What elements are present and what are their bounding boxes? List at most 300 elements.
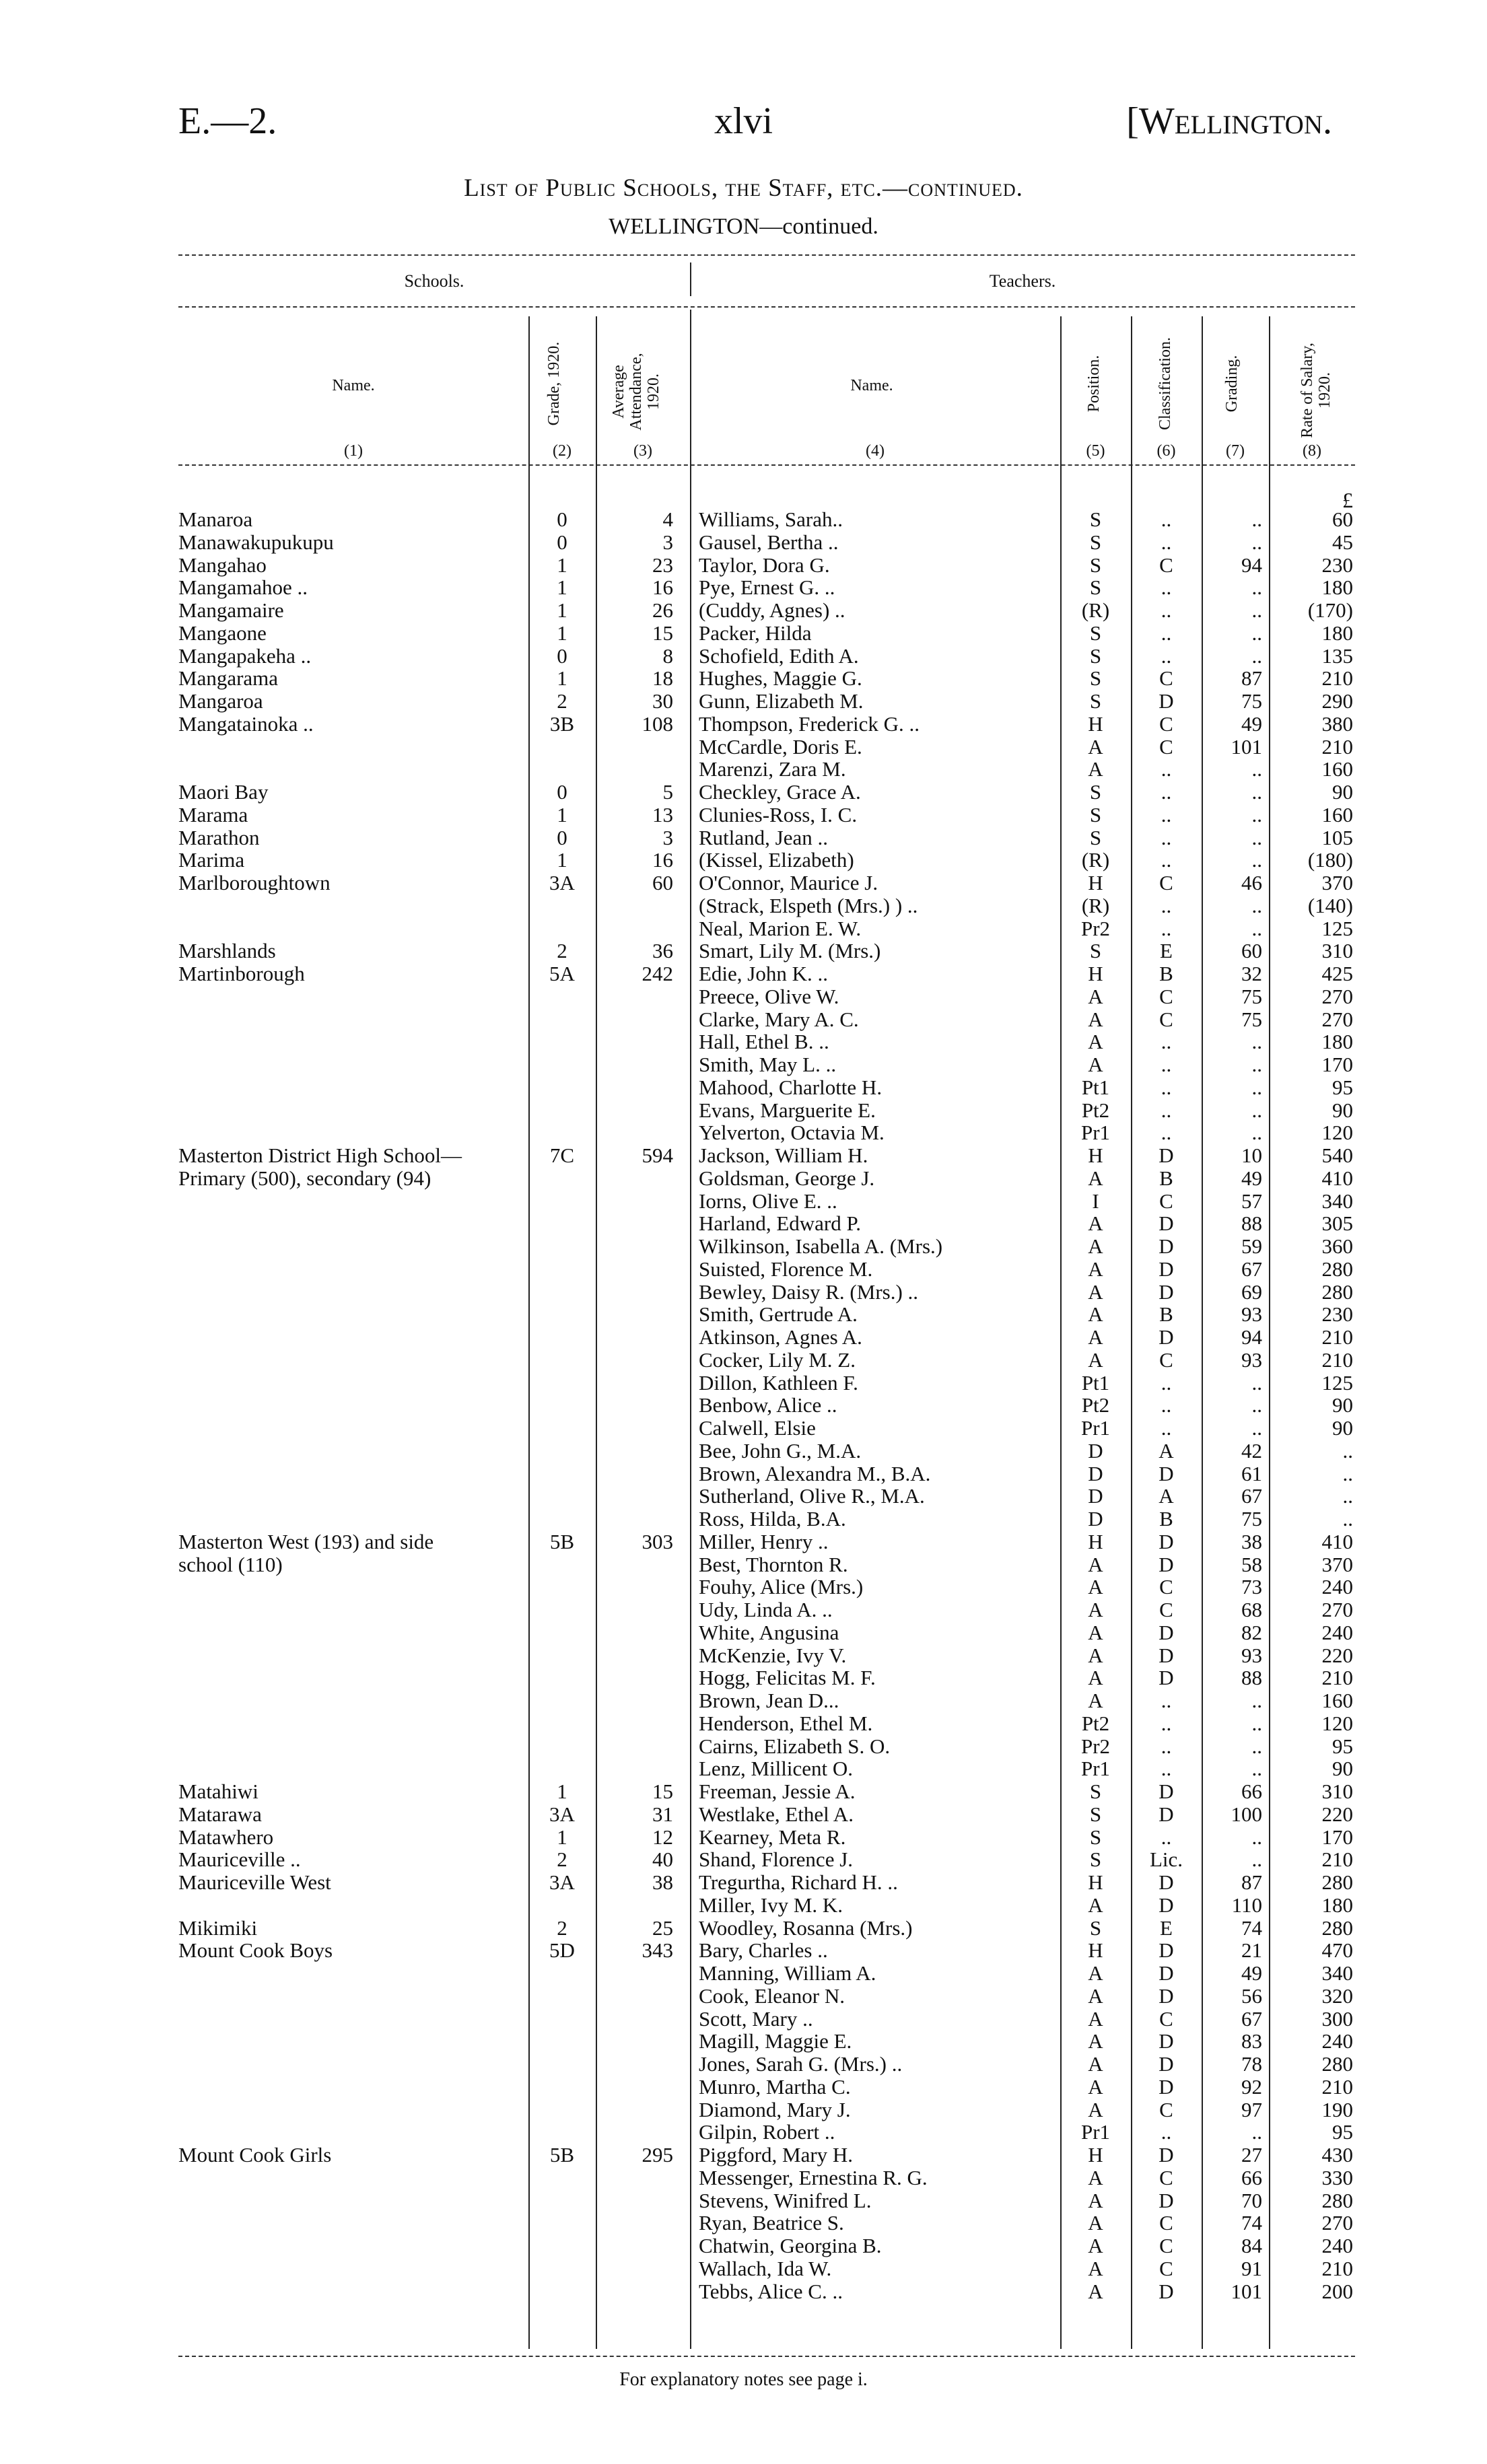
position-value: A [1088,1234,1103,1258]
teacher-name: Brown, Jean D... [699,1689,839,1712]
classification-value: .. [1161,757,1172,781]
table-row [0,917,1487,940]
table-row [0,2053,1487,2076]
grading-value: 69 [1241,1279,1262,1304]
salary-value: 180 [1321,1893,1353,1917]
teacher-name: Ryan, Beatrice S. [699,2211,844,2235]
classification-value: .. [1161,1121,1172,1145]
table-title: List of Public Schools, the Staff, etc.—continued. [464,174,1023,202]
grading-value: .. [1251,780,1262,804]
position-value: A [1088,1893,1103,1917]
teacher-name: Fouhy, Alice (Mrs.) [699,1575,864,1599]
table-row [0,1349,1487,1372]
teacher-name: Magill, Maggie E. [699,2029,852,2053]
classification-value: .. [1161,1098,1172,1122]
grading-value: 56 [1241,1983,1262,2008]
grade-value: 2 [557,1847,567,1872]
table-row [0,1757,1487,1780]
salary-value: 410 [1321,1529,1353,1553]
position-value: H [1088,871,1103,894]
teacher-name: Bewley, Daisy R. (Mrs.) .. [699,1279,919,1304]
teacher-name: Scott, Mary .. [699,2006,813,2031]
teacher-name: Mahood, Charlotte H. [699,1075,883,1099]
grading-value: .. [1251,1370,1262,1395]
classification-value: A [1159,1438,1174,1463]
table-row [0,1281,1487,1304]
school-name: Mangapakeha .. [178,643,312,668]
col-number: (5) [1086,442,1105,460]
table-row [0,508,1487,531]
salary-value: .. [1342,1438,1353,1463]
salary-value: 210 [1321,2256,1353,2280]
attendance-value: 303 [642,1529,673,1553]
col-number: (1) [344,442,363,460]
table-row [0,1530,1487,1553]
salary-value: 410 [1321,1166,1353,1190]
school-name: Marama [178,802,248,826]
grading-value: 82 [1241,1620,1262,1644]
table-row [0,1621,1487,1644]
grading-value: 92 [1241,2074,1262,2099]
teacher-name: Cairns, Elizabeth S. O. [699,1734,891,1758]
teacher-name: Jackson, William H. [699,1143,868,1167]
grading-value: .. [1251,825,1262,849]
position-value: A [1088,1643,1103,1667]
classification-value: .. [1161,1711,1172,1735]
position-value: Pr1 [1080,1757,1111,1781]
grade-value: 5B [549,1529,575,1553]
table-row [0,531,1487,554]
table-row [0,985,1487,1008]
column-divider [1202,316,1203,2349]
classification-value: C [1159,2211,1173,2235]
classification-value: B [1159,1166,1173,1190]
grade-value: 1 [557,553,567,577]
teacher-name: McCardle, Doris E. [699,734,862,759]
table-row [0,2099,1487,2121]
table-row [0,1144,1487,1167]
salary-value: 90 [1332,1757,1353,1781]
school-name: Mount Cook Boys [178,1938,333,1963]
classification-value: D [1159,1780,1174,1803]
position-value: A [1088,1620,1103,1644]
attendance-value: 3 [662,530,673,554]
teacher-name: Smith, Gertrude A. [699,1302,858,1327]
salary-value: 210 [1321,2074,1353,2099]
grading-value: 58 [1241,1552,1262,1576]
salary-value: 45 [1332,530,1353,554]
grade-value: 5B [549,2143,575,2167]
teacher-name: Sutherland, Olive R., M.A. [699,1484,925,1508]
position-value: A [1088,1166,1103,1190]
classification-value: C [1159,1347,1173,1372]
position-value: A [1088,2074,1103,2099]
grading-value: 61 [1241,1461,1262,1485]
position-value: A [1088,2165,1103,2189]
classification-value: D [1159,1961,1174,1985]
school-name: Primary (500), secondary (94) [178,1166,431,1190]
classification-value: B [1159,962,1173,985]
school-name: Mangahao [178,553,267,577]
school-name: Manaroa [178,507,253,531]
grade-value: 0 [557,780,567,804]
classification-value: D [1159,1234,1174,1258]
salary-value: .. [1342,1507,1353,1530]
footnote: For explanatory notes see page i. [619,2369,868,2390]
position-value: H [1088,711,1103,736]
salary-value: 210 [1321,1666,1353,1690]
teacher-name: Calwell, Elsie [699,1416,816,1440]
attendance-value: 36 [652,939,673,963]
grade-value: 1 [557,848,567,872]
teacher-name: Taylor, Dora G. [699,553,830,577]
table-row [0,736,1487,759]
teacher-name: (Cuddy, Agnes) .. [699,598,845,622]
school-name: Mangatainoka .. [178,711,314,736]
teacher-name: Smart, Lily M. (Mrs.) [699,939,881,963]
table-row [0,576,1487,599]
col-number: (8) [1303,442,1321,460]
position-value: D [1088,1438,1103,1463]
position-value: Pr1 [1080,1416,1111,1440]
teacher-name: Stevens, Winifred L. [699,2188,872,2212]
teacher-name: Hall, Ethel B. .. [699,1030,829,1054]
table-row [0,1803,1487,1826]
teacher-name: Hughes, Maggie G. [699,666,862,691]
grading-value: 67 [1241,1484,1262,1508]
grade-value: 1 [557,621,567,645]
teacher-name: Suisted, Florence M. [699,1257,873,1281]
salary-value: 220 [1321,1643,1353,1667]
school-name: Manawakupukupu [178,530,334,554]
table-row [0,1894,1487,1917]
salary-value: 290 [1321,689,1353,713]
classification-value: C [1159,2165,1173,2189]
grading-value: 83 [1241,2029,1262,2053]
salary-value: 160 [1321,802,1353,826]
school-name: Matarawa [178,1802,262,1826]
table-row [0,1076,1487,1099]
table-row [0,1985,1487,2008]
classification-value: .. [1161,1825,1172,1849]
table-row [0,1417,1487,1440]
position-value: A [1088,734,1103,759]
teacher-name: Williams, Sarah.. [699,507,843,531]
grading-value: 42 [1241,1438,1262,1463]
grading-value: 100 [1231,1802,1262,1826]
table-row [0,758,1487,781]
table-row [0,2234,1487,2257]
position-value: S [1089,1847,1102,1872]
school-name: Mauriceville .. [178,1847,301,1872]
table-row [0,2076,1487,2099]
position-value: A [1088,1030,1103,1054]
table-row [0,622,1487,645]
classification-value: .. [1161,848,1172,872]
classification-value: D [1159,1529,1174,1553]
teacher-name: Yelverton, Octavia M. [699,1121,885,1145]
table-row [0,1712,1487,1735]
position-value: A [1088,1211,1103,1236]
teacher-name: Westlake, Ethel A. [699,1802,854,1826]
col-school-name: Name. [332,377,375,394]
grading-value: .. [1251,1847,1262,1872]
position-value: A [1088,757,1103,781]
position-value: A [1088,2006,1103,2031]
table-row [0,1848,1487,1871]
classification-value: D [1159,1257,1174,1281]
classification-value: D [1159,1279,1174,1304]
position-value: S [1089,689,1102,713]
school-name: Mangaone [178,621,267,645]
salary-value: .. [1342,1461,1353,1485]
attendance-value: 343 [642,1938,673,1963]
grading-value: .. [1251,848,1262,872]
salary-value: 60 [1332,507,1353,531]
column-divider [528,316,530,2349]
position-value: Pt1 [1081,1370,1110,1395]
grading-value: 67 [1241,1257,1262,1281]
school-name: Masterton West (193) and side [178,1529,434,1553]
table-row [0,1485,1487,1508]
salary-value: 270 [1321,984,1353,1008]
grading-value: .. [1251,757,1262,781]
attendance-value: 40 [652,1847,673,1872]
salary-value: 540 [1321,1143,1353,1167]
classification-value: D [1159,2029,1174,2053]
attendance-value: 15 [652,1780,673,1803]
grading-value: 66 [1241,2165,1262,2189]
classification-value: .. [1161,1075,1172,1099]
salary-value: 90 [1332,780,1353,804]
classification-value: B [1159,1302,1173,1327]
table-row [0,1871,1487,1894]
teacher-name: Smith, May L. .. [699,1053,837,1076]
classification-value: D [1159,1325,1174,1349]
position-value: S [1089,530,1102,554]
grading-value: 74 [1241,2211,1262,2235]
table-row [0,804,1487,826]
teacher-name: Cocker, Lily M. Z. [699,1347,856,1372]
teacher-name: Diamond, Mary J. [699,2097,851,2121]
table-row [0,1689,1487,1712]
attendance-value: 3 [662,825,673,849]
grade-value: 3A [549,871,575,894]
classification-value: D [1159,1983,1174,2008]
position-value: Pr1 [1080,2120,1111,2144]
col-number: (6) [1156,442,1176,460]
position-value: (R) [1081,893,1110,917]
grade-value: 0 [557,507,567,531]
position-value: A [1088,1302,1103,1327]
classification-value: D [1159,1143,1174,1167]
position-value: A [1088,2234,1103,2257]
grading-value: 49 [1241,711,1262,736]
salary-value: .. [1342,1484,1353,1508]
grading-value: 75 [1241,984,1262,1008]
classification-value: .. [1161,530,1172,554]
table-row [0,2008,1487,2031]
teacher-name: Preece, Olive W. [699,984,839,1008]
col-number: (4) [866,442,885,460]
grading-value: 59 [1241,1234,1262,1258]
table-row [0,1372,1487,1395]
table-row [0,690,1487,713]
teacher-name: Gunn, Elizabeth M. [699,689,864,713]
attendance-value: 30 [652,689,673,713]
salary-value: 95 [1332,1734,1353,1758]
grade-value: 1 [557,802,567,826]
table-row [0,2167,1487,2189]
col-attendance: Average Attendance, 1920. [610,353,662,431]
salary-value: 425 [1321,962,1353,985]
classification-value: .. [1161,1370,1172,1395]
school-name: Mangamahoe .. [178,575,308,600]
classification-value: D [1159,2279,1174,2303]
salary-value: 280 [1321,1279,1353,1304]
classification-value: .. [1161,1734,1172,1758]
table-row [0,781,1487,804]
grading-value: 97 [1241,2097,1262,2121]
table-row [0,962,1487,985]
position-value: D [1088,1507,1103,1530]
teacher-name: Neal, Marion E. W. [699,916,862,940]
attendance-value: 15 [652,621,673,645]
school-name: Mount Cook Girls [178,2143,332,2167]
grade-value: 0 [557,643,567,668]
teacher-name: Jones, Sarah G. (Mrs.) .. [699,2052,903,2076]
classification-value: .. [1161,621,1172,645]
attendance-value: 18 [652,666,673,691]
grade-value: 3B [549,711,575,736]
salary-value: 120 [1321,1711,1353,1735]
salary-value: 270 [1321,1598,1353,1621]
col-teacher-name: Name. [850,377,893,394]
teacher-name: Hogg, Felicitas M. F. [699,1666,876,1690]
classification-value: A [1159,1484,1174,1508]
attendance-value: 8 [662,643,673,668]
grading-value: 87 [1241,666,1262,691]
teacher-name: Lenz, Millicent O. [699,1757,853,1781]
grading-value: 32 [1241,962,1262,985]
teacher-name: Miller, Henry .. [699,1529,829,1553]
salary-value: 360 [1321,1234,1353,1258]
teacher-name: Checkley, Grace A. [699,780,861,804]
salary-value: 280 [1321,2052,1353,2076]
position-value: A [1088,2279,1103,2303]
column-divider [1060,316,1062,2349]
column-divider [596,316,597,2349]
position-value: A [1088,2029,1103,2053]
table-row [0,1939,1487,1962]
grading-value: .. [1251,1121,1262,1145]
salary-value: 170 [1321,1825,1353,1849]
teacher-name: (Strack, Elspeth (Mrs.) ) .. [699,893,918,917]
table-row [0,2121,1487,2144]
grading-value: .. [1251,916,1262,940]
position-value: S [1089,575,1102,600]
classification-value: .. [1161,1053,1172,1076]
grade-value: 3A [549,1802,575,1826]
position-value: A [1088,1053,1103,1076]
col-number: (2) [553,442,572,460]
col-number: (7) [1226,442,1245,460]
school-name: Marshlands [178,939,276,963]
table-row [0,894,1487,917]
grading-value: 49 [1241,1166,1262,1190]
salary-value: 200 [1321,2279,1353,2303]
position-value: A [1088,1279,1103,1304]
teacher-name: Brown, Alexandra M., B.A. [699,1461,931,1485]
position-value: A [1088,2097,1103,2121]
classification-value: D [1159,689,1174,713]
salary-value: 125 [1321,1370,1353,1395]
salary-value: 270 [1321,2211,1353,2235]
teacher-name: Packer, Hilda [699,621,812,645]
position-value: A [1088,1598,1103,1621]
position-value: A [1088,1325,1103,1349]
classification-value: D [1159,2052,1174,2076]
attendance-value: 594 [642,1143,673,1167]
salary-value: 240 [1321,2234,1353,2257]
attendance-value: 13 [652,802,673,826]
teacher-name: Udy, Linda A. .. [699,1598,833,1621]
school-name: Mikimiki [178,1915,258,1940]
grade-value: 0 [557,825,567,849]
group-teachers: Teachers. [989,271,1056,291]
position-value: S [1089,666,1102,691]
salary-value: 210 [1321,734,1353,759]
classification-value: .. [1161,2120,1172,2144]
school-name: Maori Bay [178,780,269,804]
salary-value: 90 [1332,1393,1353,1417]
grade-value: 1 [557,666,567,691]
table-row [0,1644,1487,1667]
teacher-name: Wilkinson, Isabella A. (Mrs.) [699,1234,943,1258]
table-row [0,599,1487,622]
table-row [0,1099,1487,1122]
table-row [0,2280,1487,2303]
position-value: H [1088,1938,1103,1963]
salary-value: 180 [1321,621,1353,645]
classification-value: D [1159,1620,1174,1644]
table-row [0,1440,1487,1463]
position-value: H [1088,2143,1103,2167]
table-row [0,2189,1487,2212]
grading-value: 93 [1241,1643,1262,1667]
salary-value: 300 [1321,2006,1353,2031]
position-value: A [1088,1961,1103,1985]
teacher-name: Ross, Hilda, B.A. [699,1507,846,1530]
teacher-name: Atkinson, Agnes A. [699,1325,862,1349]
classification-value: C [1159,1189,1173,1213]
grade-value: 2 [557,689,567,713]
salary-value: 180 [1321,575,1353,600]
salary-value: 280 [1321,1257,1353,1281]
grading-value: 75 [1241,1507,1262,1530]
salary-value: 370 [1321,1552,1353,1576]
classification-value: .. [1161,507,1172,531]
position-value: Pt1 [1081,1075,1110,1099]
grading-value: .. [1251,802,1262,826]
grading-value: .. [1251,507,1262,531]
teacher-name: Manning, William A. [699,1961,876,1985]
table-row [0,2030,1487,2053]
attendance-value: 31 [652,1802,673,1826]
school-name: Marima [178,848,245,872]
position-value: S [1089,553,1102,577]
classification-value: .. [1161,916,1172,940]
